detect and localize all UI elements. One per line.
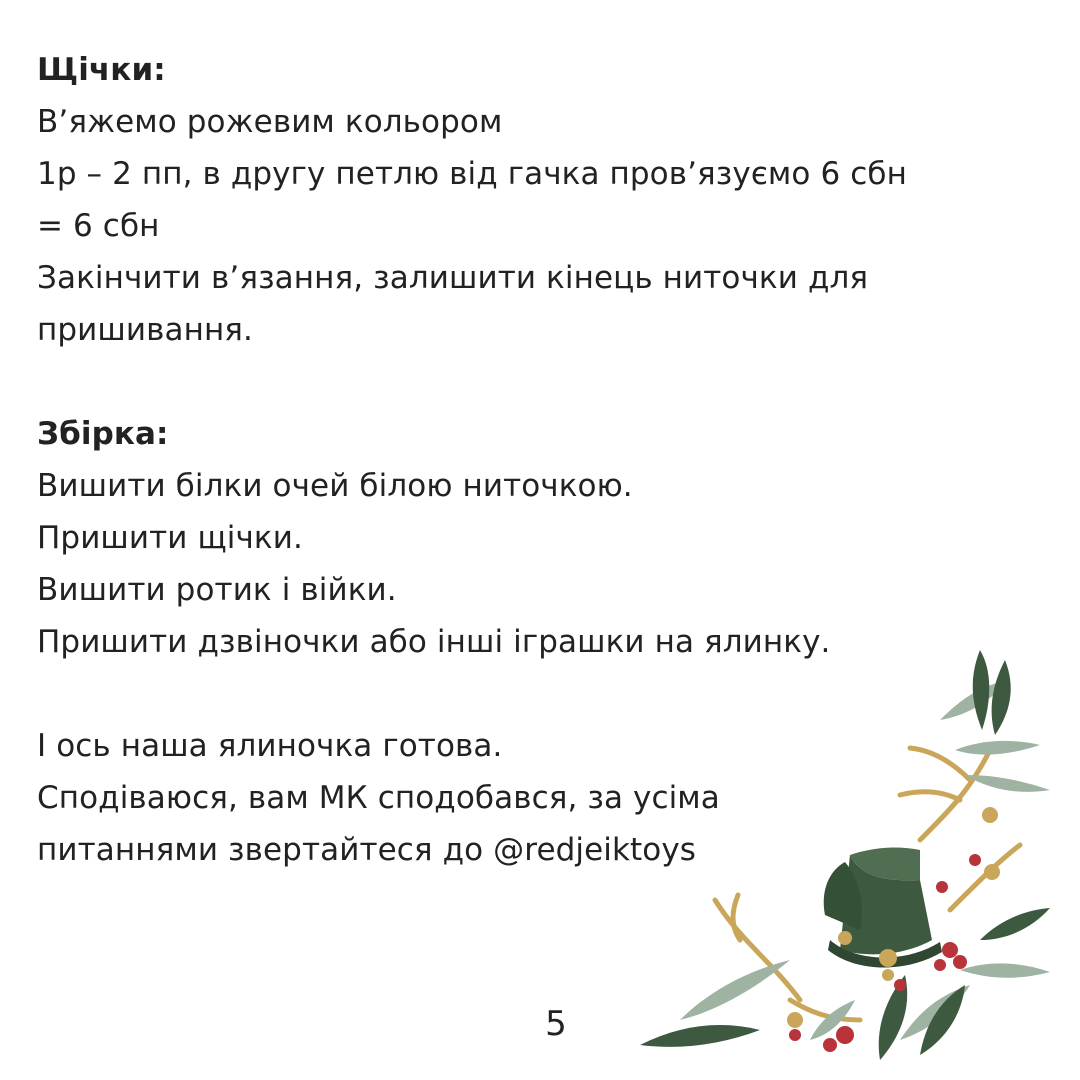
page-number: 5: [545, 1004, 567, 1044]
cheeks-line-4: Закінчити в’язання, залишити кінець ниточки для: [37, 260, 869, 296]
cheeks-heading: Щічки:: [37, 52, 166, 88]
assembly-line-3: Вишити ротик і війки.: [37, 572, 397, 608]
cheeks-line-2: 1р – 2 пп, в другу петлю від гачка пров’язуємо 6 сбн: [37, 156, 907, 192]
spacer: [37, 356, 977, 408]
closing-line-3: питаннями звертайтеся до @redjeiktoys: [37, 832, 697, 868]
closing-line-2: Сподіваюся, вам МК сподобався, за усіма: [37, 780, 720, 816]
christmas-garland-with-bells-icon: [620, 640, 1080, 1080]
assembly-line-2: Пришити щічки.: [37, 520, 303, 556]
assembly-heading: Збірка:: [37, 416, 169, 452]
assembly-line-4: Пришити дзвіночки або інші іграшки на ялинку.: [37, 624, 831, 660]
closing-line-1: І ось наша ялиночка готова.: [37, 728, 503, 764]
cheeks-line-1: В’яжемо рожевим кольором: [37, 104, 503, 140]
assembly-line-1: Вишити білки очей білою ниточкою.: [37, 468, 633, 504]
cheeks-line-5: пришивання.: [37, 312, 254, 348]
cheeks-line-3: = 6 сбн: [37, 208, 160, 244]
